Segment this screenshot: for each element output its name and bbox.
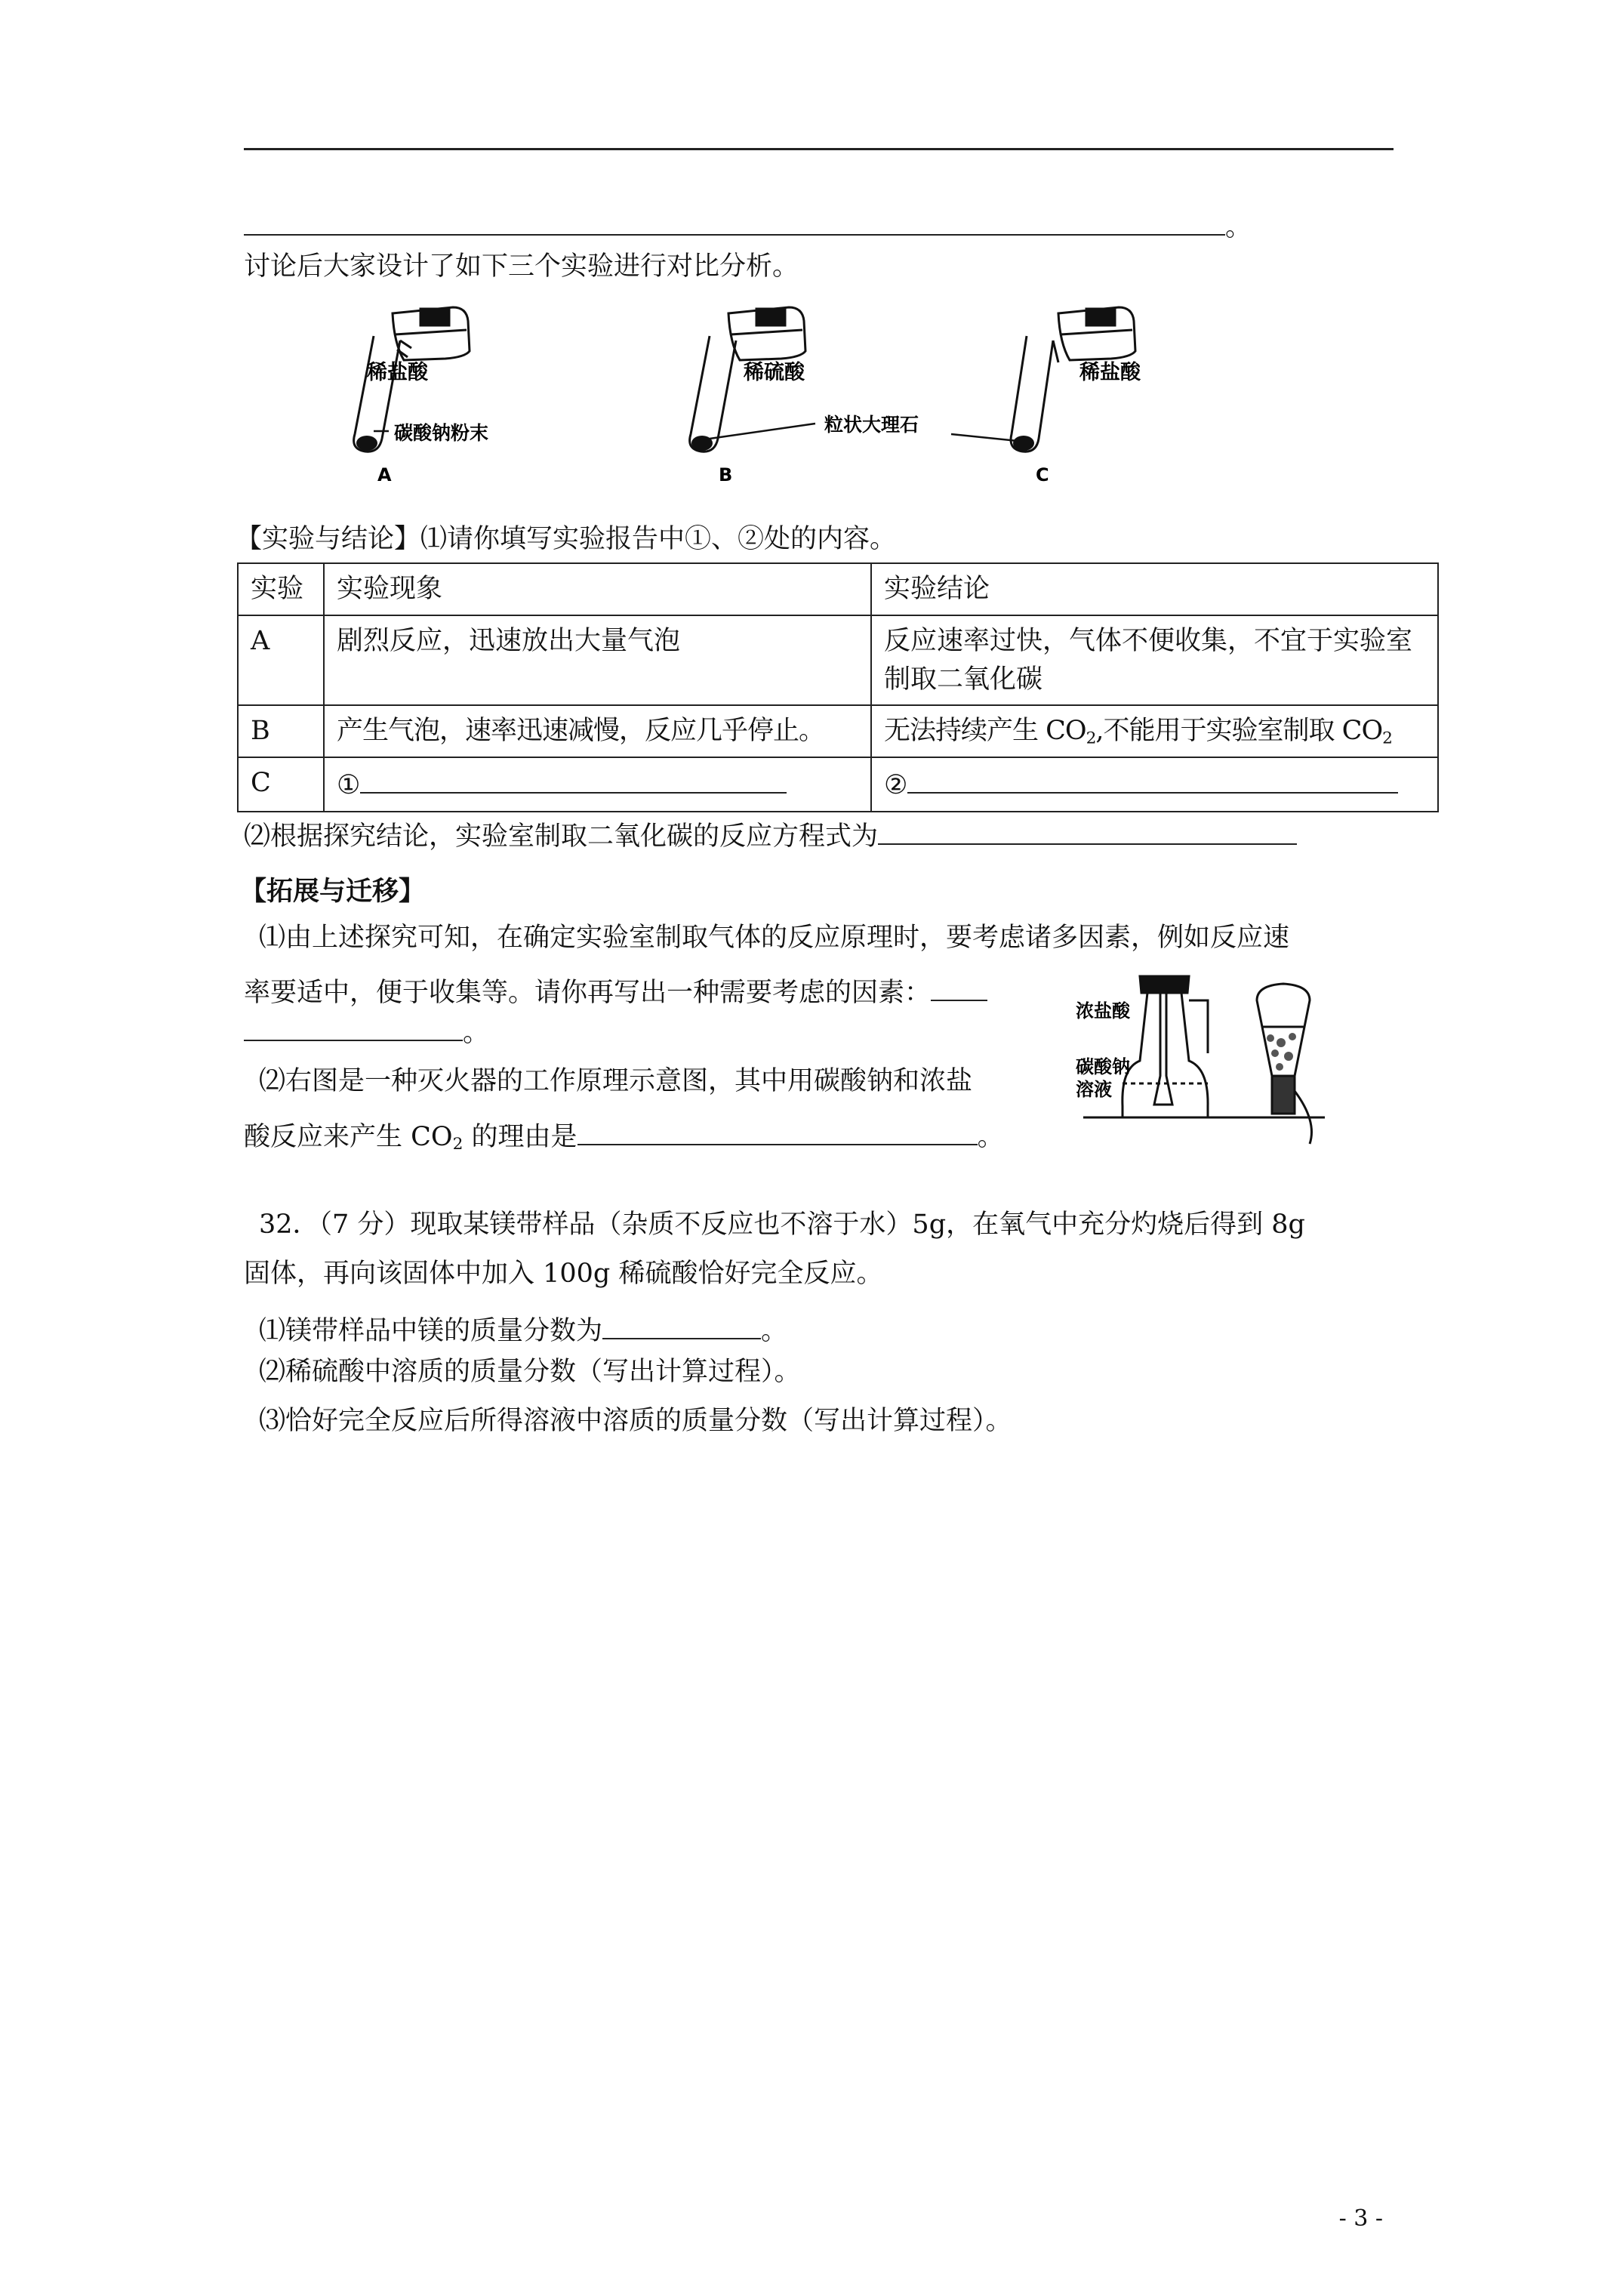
- phenomenon-answer-cell: ①: [324, 757, 871, 812]
- answer-blank-2[interactable]: [907, 764, 1398, 794]
- table-row: [238, 705, 1438, 757]
- answer-blank-1[interactable]: [360, 764, 787, 794]
- caption-b: B: [719, 464, 733, 485]
- experiment-heading: 【实验与结论】⑴请你填写实验报告中①、②处的内容。: [236, 524, 897, 554]
- period: 。: [1225, 211, 1252, 242]
- table-header-row: [238, 563, 1438, 615]
- extension-q2-line2: 酸反应来产生 $CO_2$ 的理由是 。: [244, 1116, 1004, 1153]
- header-cell: 实验结论: [871, 563, 1438, 615]
- label-sodium-carbonate: 碳酸钠: [1076, 1056, 1130, 1077]
- experiment-id: B: [238, 705, 324, 757]
- extension-heading: 【拓展与迁移】: [240, 876, 426, 907]
- table-row: [238, 615, 1438, 706]
- factor-blank-a[interactable]: [931, 972, 987, 1001]
- extension-q2-line1: ⑵右图是一种灭火器的工作原理示意图，其中用碳酸钠和浓盐: [259, 1066, 973, 1096]
- extension-q1-line2: 率要适中，便于收集等。请你再写出一种需要考虑的因素：: [244, 972, 987, 1006]
- conclusion-cell: 反应速率过快，气体不便收集，不宜于实验室制取二氧化碳: [871, 615, 1438, 706]
- label-solution: 溶液: [1076, 1079, 1112, 1100]
- experiment-figure: [332, 291, 1238, 495]
- answer-blank-line: [244, 206, 1252, 241]
- q32-line1: 32．（7 分）现取某镁带样品（杂质不反应也不溶于水）5g，在氧气中充分灼烧后得到 8g: [259, 1210, 1305, 1240]
- factor-blank-b[interactable]: [244, 1012, 463, 1041]
- header-cell: 实验现象: [324, 563, 871, 615]
- q32-sub1: ⑴镁带样品中镁的质量分数为 。: [259, 1310, 787, 1345]
- q32-sub3: ⑶恰好完全反应后所得溶液中溶质的质量分数（写出计算过程）。: [259, 1406, 1012, 1436]
- mass-fraction-blank[interactable]: [602, 1310, 761, 1339]
- label-marble-granules: 粒状大理石: [824, 414, 919, 436]
- label-dilute-h2so4: 稀硫酸: [744, 361, 805, 384]
- extinguisher-figure: [1076, 970, 1332, 1151]
- label-conc-hcl: 浓盐酸: [1076, 1000, 1130, 1022]
- reason-blank[interactable]: [577, 1116, 978, 1145]
- conclusion-answer-cell: ②: [871, 757, 1438, 812]
- experiment-id: C: [238, 757, 324, 812]
- caption-a: A: [377, 464, 392, 485]
- extension-q1-line3: 。: [244, 1012, 489, 1046]
- phenomenon-cell: 剧烈反应，迅速放出大量气泡: [324, 615, 871, 706]
- conclusion-cell: 无法持续产生 $CO_2$,不能用于实验室制取 $CO_2$: [871, 705, 1438, 757]
- header-cell: 实验: [238, 563, 324, 615]
- intro-text: 讨论后大家设计了如下三个实验进行对比分析。: [244, 251, 799, 282]
- equation-question: ⑵根据探究结论，实验室制取二氧化碳的反应方程式为: [244, 815, 1297, 850]
- table-row: [238, 757, 1438, 812]
- page-number: - 3 -: [1338, 2205, 1383, 2232]
- equation-blank[interactable]: [878, 815, 1297, 845]
- q32-line2: 固体，再向该固体中加入 100g 稀硫酸恰好完全反应。: [244, 1259, 883, 1289]
- experiment-id: A: [238, 615, 324, 706]
- blank[interactable]: [244, 206, 1225, 236]
- experiment-report-table: [237, 562, 1439, 812]
- label-sodium-carbonate-powder: 碳酸钠粉末: [394, 422, 489, 444]
- header-rule: [244, 148, 1394, 150]
- label-dilute-hcl-c: 稀盐酸: [1079, 361, 1141, 384]
- extension-q1-line1: ⑴由上述探究可知，在确定实验室制取气体的反应原理时，要考虑诸多因素，例如反应速: [259, 923, 1290, 953]
- label-dilute-hcl-a: 稀盐酸: [367, 361, 428, 384]
- caption-c: C: [1036, 464, 1049, 485]
- q32-sub2: ⑵稀硫酸中溶质的质量分数（写出计算过程）。: [259, 1357, 801, 1387]
- phenomenon-cell: 产生气泡，速率迅速减慢，反应几乎停止。: [324, 705, 871, 757]
